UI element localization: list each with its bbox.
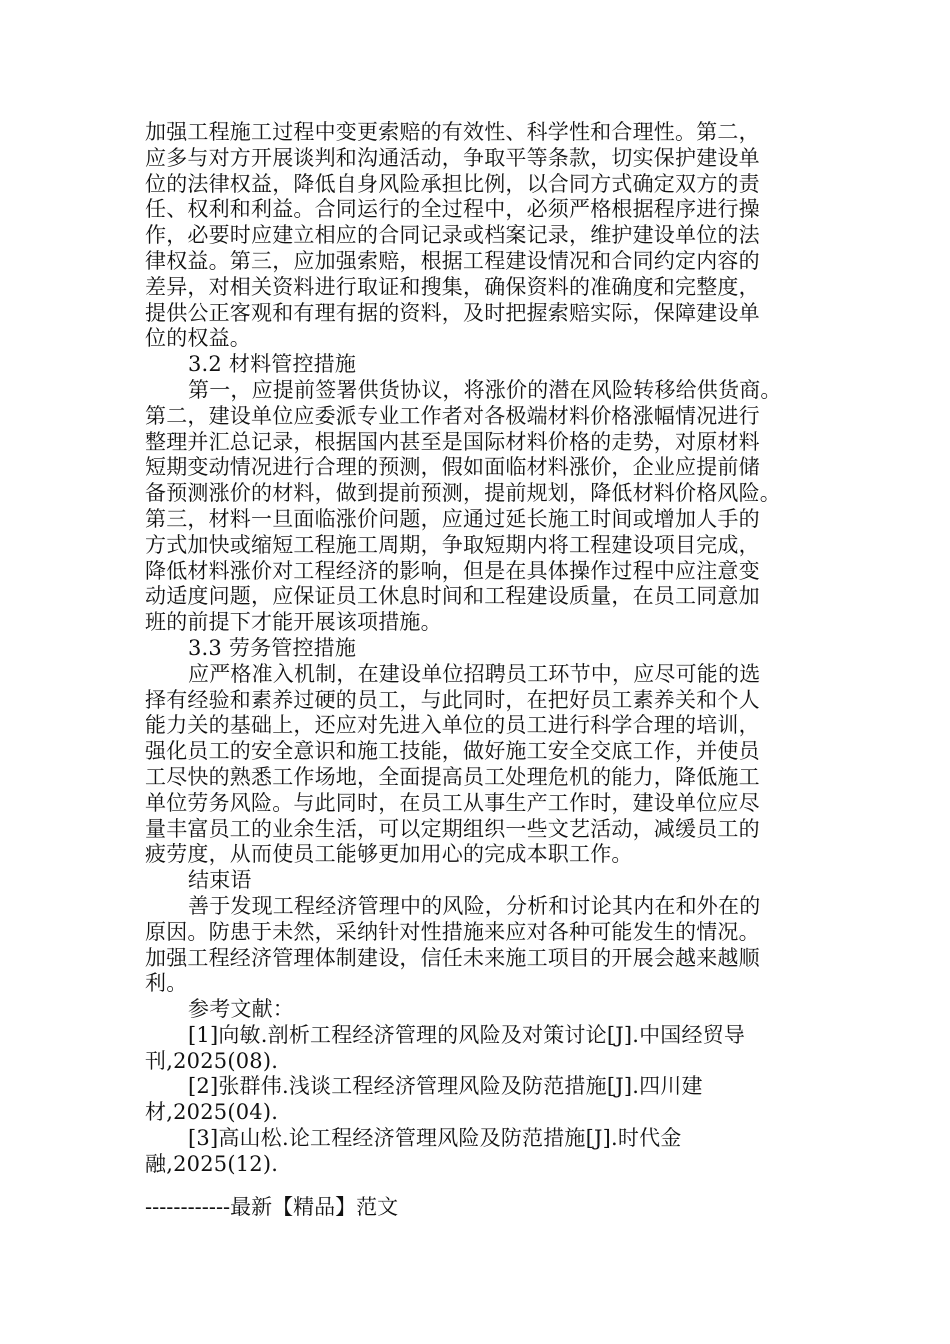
section-heading: 3.2 材料管控措施 <box>188 352 357 377</box>
section-heading: 结束语 <box>188 868 252 893</box>
paragraph-line: 短期变动情况进行合理的预测，假如面临材料涨价，企业应提前储 <box>145 455 760 480</box>
paragraph-line: 利。 <box>145 971 188 996</box>
paragraph-line: 加强工程经济管理体制建设，信任未来施工项目的开展会越来越顺 <box>145 945 760 970</box>
reference-item: [3]高山松.论工程经济管理风险及防范措施[J].时代金 <box>188 1126 682 1151</box>
paragraph-line: 差异，对相关资料进行取证和搜集，确保资料的准确度和完整度， <box>145 274 760 299</box>
reference-item-continued: 材,2025(04). <box>145 1100 279 1125</box>
paragraph-line: 工尽快的熟悉工作场地，全面提高员工处理危机的能力，降低施工 <box>145 764 760 789</box>
paragraph-line: 提供公正客观和有理有据的资料，及时把握索赔实际，保障建设单 <box>145 300 760 325</box>
paragraph-line: 单位劳务风险。与此同时，在员工从事生产工作时，建设单位应尽 <box>145 790 760 815</box>
paragraph-line: 任、权利和利益。合同运行的全过程中，必须严格根据程序进行操 <box>145 197 760 222</box>
paragraph-line: 善于发现工程经济管理中的风险，分析和讨论其内在和外在的 <box>188 893 761 918</box>
paragraph-line: 原因。防患于未然，采纳针对性措施来应对各种可能发生的情况。 <box>145 919 760 944</box>
paragraph-line: 位的法律权益，降低自身风险承担比例，以合同方式确定双方的责 <box>145 171 760 196</box>
paragraph-line: 第二，建设单位应委派专业工作者对各极端材料价格涨幅情况进行 <box>145 403 760 428</box>
paragraph-line: 量丰富员工的业余生活，可以定期组织一些文艺活动，减缓员工的 <box>145 816 760 841</box>
paragraph-line: 择有经验和素养过硬的员工，与此同时，在把好员工素养关和个人 <box>145 687 760 712</box>
paragraph-line: 整理并汇总记录，根据国内甚至是国际材料价格的走势，对原材料 <box>145 429 760 454</box>
paragraph-line: 强化员工的安全意识和施工技能，做好施工安全交底工作，并使员 <box>145 739 760 764</box>
paragraph-line: 能力关的基础上，还应对先进入单位的员工进行科学合理的培训， <box>145 713 760 738</box>
paragraph-line: 班的前提下才能开展该项措施。 <box>145 610 442 635</box>
page-footer: ------------最新【精品】范文 <box>145 1195 399 1219</box>
paragraph-line: 位的权益。 <box>145 326 251 351</box>
paragraph-line: 应多与对方开展谈判和沟通活动，争取平等条款，切实保护建设单 <box>145 145 760 170</box>
reference-item-continued: 刊,2025(08). <box>145 1048 279 1073</box>
reference-item: [2]张群伟.浅谈工程经济管理风险及防范措施[J].四川建 <box>188 1074 703 1099</box>
paragraph-line: 动适度问题，应保证员工休息时间和工程建设质量，在员工同意加 <box>145 584 760 609</box>
reference-item-continued: 融,2025(12). <box>145 1151 279 1176</box>
paragraph-line: 降低材料涨价对工程经济的影响，但是在具体操作过程中应注意变 <box>145 558 760 583</box>
paragraph-line: 备预测涨价的材料，做到提前预测，提前规划，降低材料价格风险。 <box>145 481 781 506</box>
paragraph-line: 第三，材料一旦面临涨价问题，应通过延长施工时间或增加人手的 <box>145 506 760 531</box>
paragraph-line: 第一，应提前签署供货协议，将涨价的潜在风险转移给供货商。 <box>188 377 782 402</box>
paragraph-line: 律权益。第三，应加强索赔，根据工程建设情况和合同约定内容的 <box>145 248 760 273</box>
section-heading: 3.3 劳务管控措施 <box>188 635 357 660</box>
document-body <box>145 120 805 1178</box>
paragraph-line: 疲劳度，从而使员工能够更加用心的完成本职工作。 <box>145 842 633 867</box>
reference-item: [1]向敏.剖析工程经济管理的风险及对策讨论[J].中国经贸导 <box>188 1022 746 1047</box>
paragraph-line: 作，必要时应建立相应的合同记录或档案记录，维护建设单位的法 <box>145 223 760 248</box>
references-heading: 参考文献： <box>188 997 294 1022</box>
paragraph-line: 应严格准入机制，在建设单位招聘员工环节中，应尽可能的选 <box>188 661 761 686</box>
paragraph-line: 方式加快或缩短工程施工周期，争取短期内将工程建设项目完成， <box>145 532 760 557</box>
paragraph-line: 加强工程施工过程中变更索赔的有效性、科学性和合理性。第二， <box>145 120 760 144</box>
